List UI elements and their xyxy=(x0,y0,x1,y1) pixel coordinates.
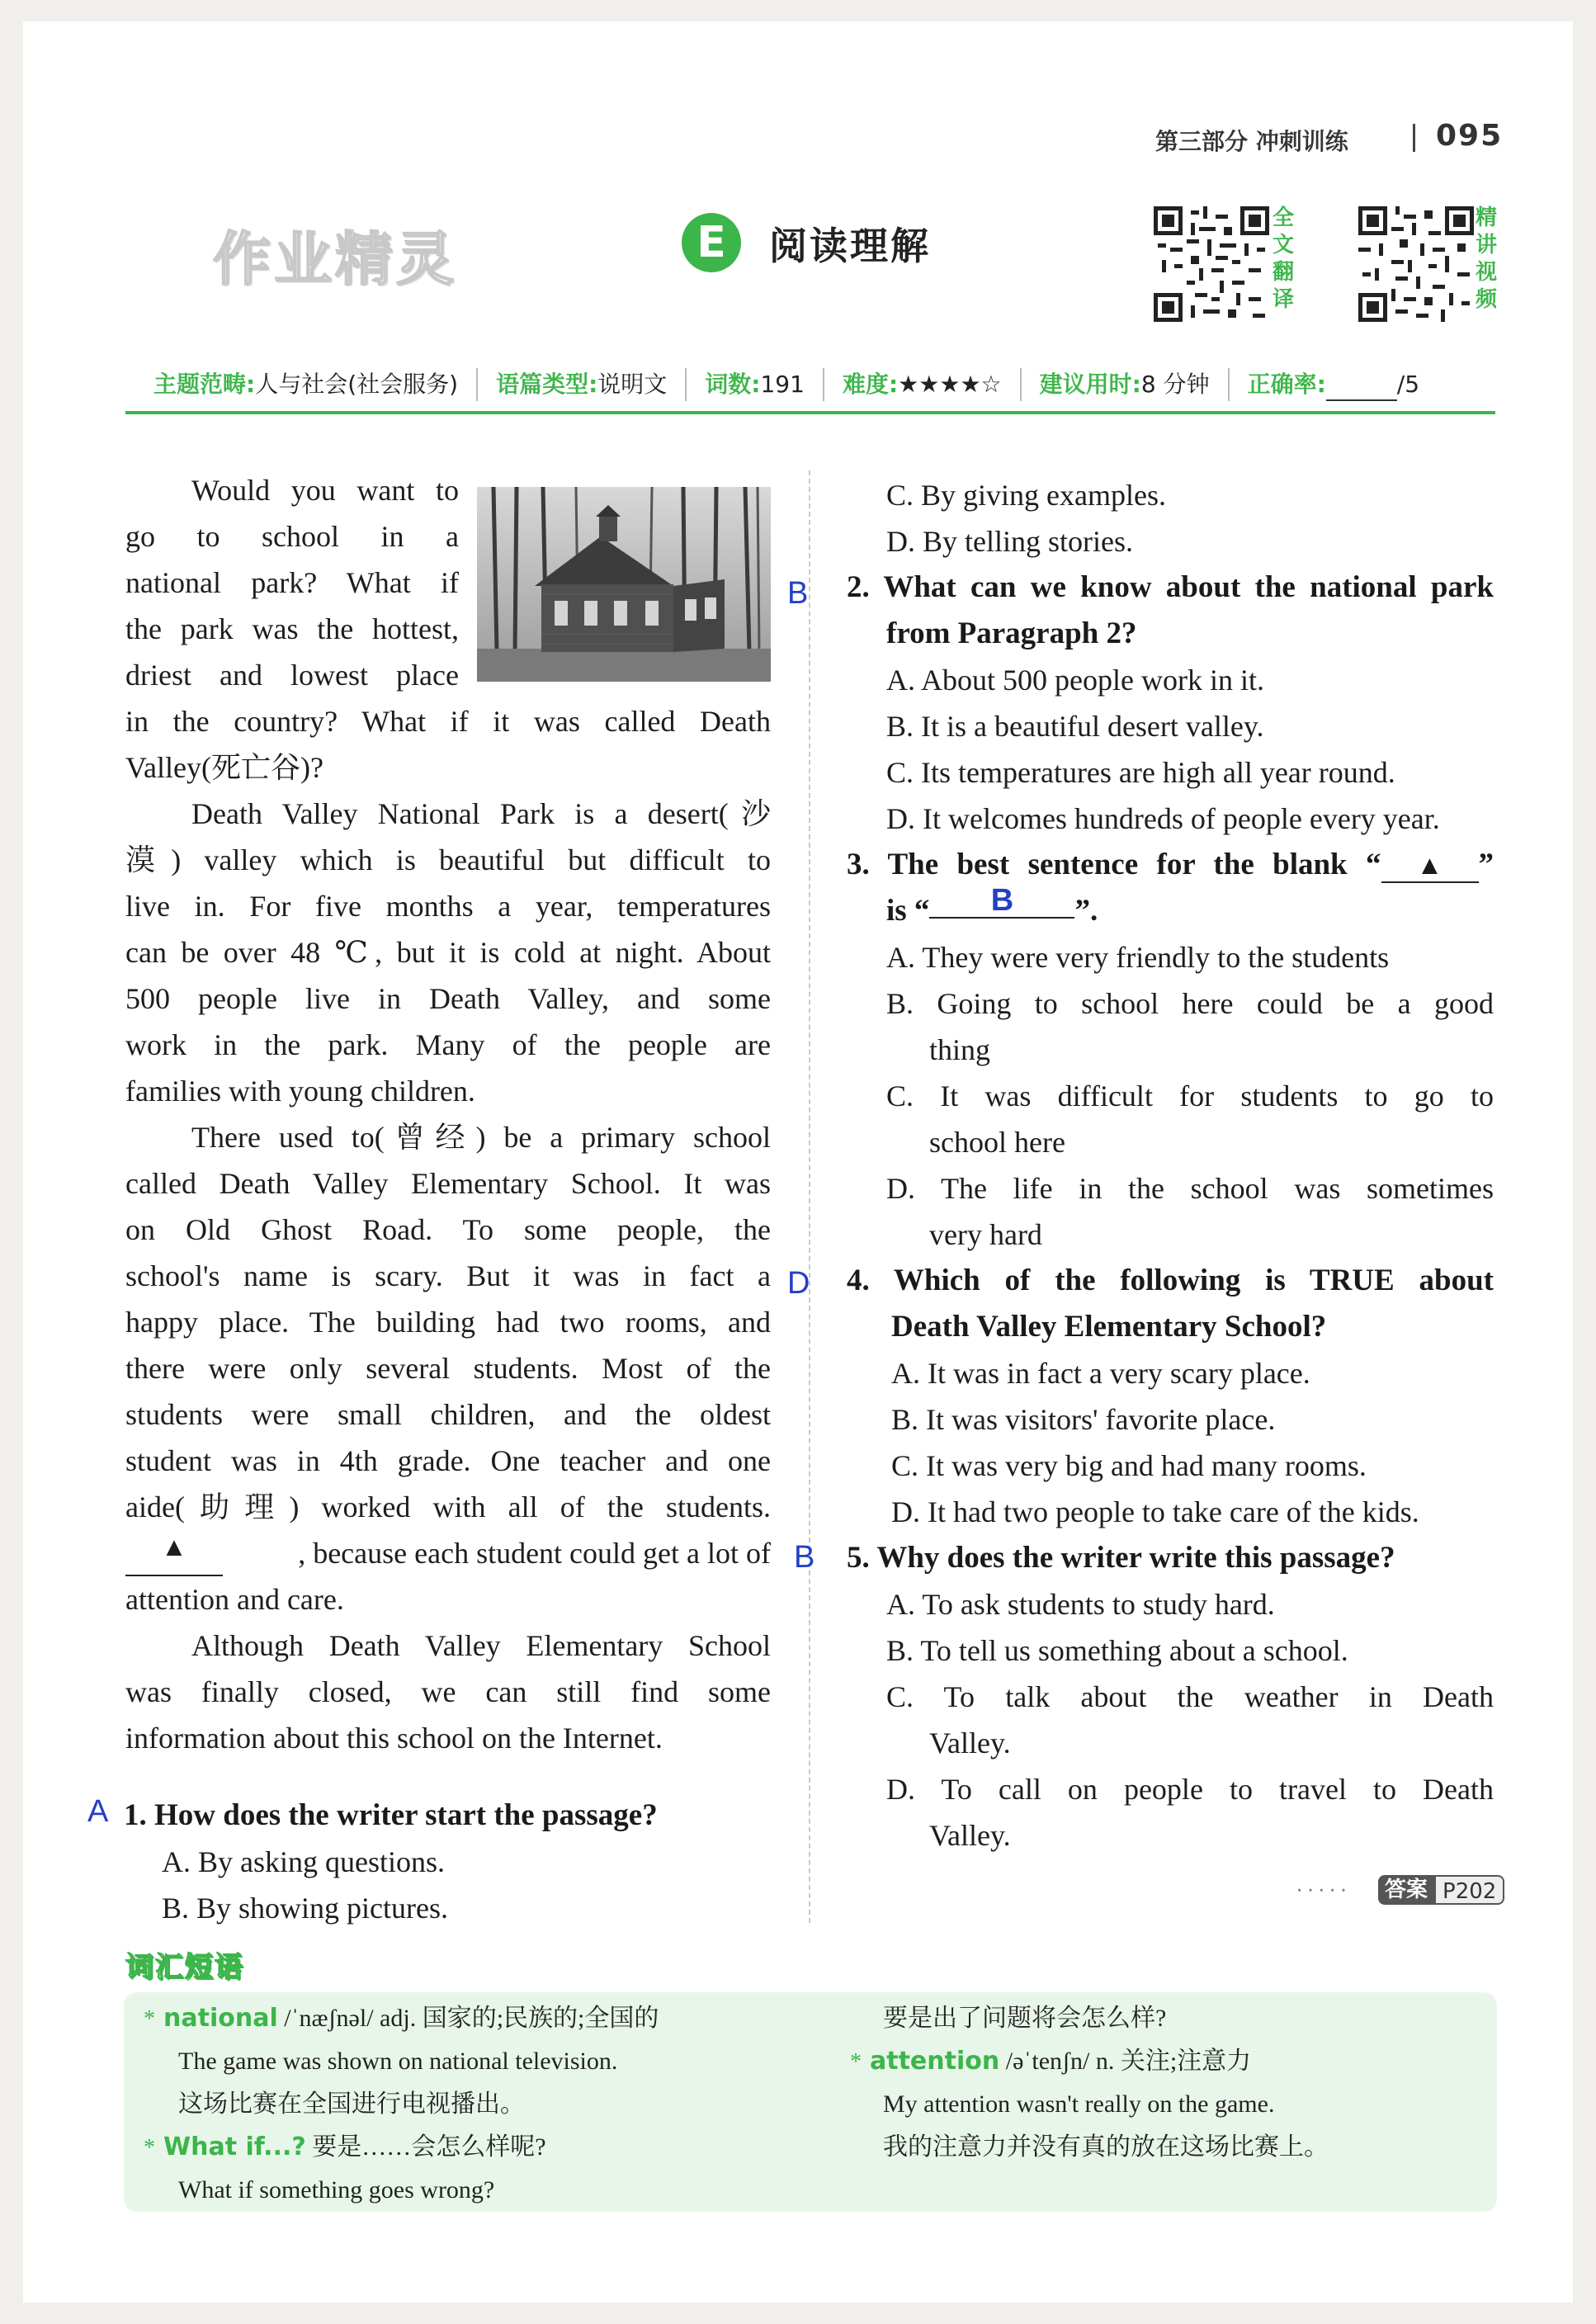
schoolhouse-photo xyxy=(477,487,771,682)
question-3-option-c-cont: school here xyxy=(929,1126,1065,1159)
passage-line: information about this school on the Internet. xyxy=(125,1722,663,1755)
vocab-entry-attention xyxy=(850,2040,1251,2084)
question-5-option-d[interactable]: D. To call on people to travel to Death xyxy=(886,1773,1494,1806)
question-3-answer-line xyxy=(886,883,1098,934)
info-words-value: 191 xyxy=(760,371,805,398)
passage-line: aide(助理) worked with all of the students. xyxy=(125,1490,771,1523)
header-divider xyxy=(1413,124,1415,152)
section-heading: 第三部分 冲刺训练 xyxy=(1155,128,1348,155)
question-2-option-d[interactable]: D. It welcomes hundreds of people every year. xyxy=(886,802,1440,835)
passage-line: there were only several students. Most of the xyxy=(125,1352,771,1385)
info-theme-value: 人与社会(社会服务) xyxy=(255,371,459,398)
passage-line: live in. For five months a year, temperatures xyxy=(125,890,771,923)
info-genre-value: 说明文 xyxy=(597,371,668,398)
info-words-label: 词数: xyxy=(705,371,761,398)
section-badge: E xyxy=(682,213,741,272)
question-4-option-b[interactable]: B. It was visitors' favorite place. xyxy=(891,1403,1276,1436)
question-3-option-d[interactable]: D. The life in the school was sometimes xyxy=(886,1172,1494,1205)
vocab-example-cn: 我的注意力并没有真的放在这场比赛上。 xyxy=(883,2133,1329,2161)
vocab-example-cn: 要是出了问题将会怎么样? xyxy=(883,2005,1167,2032)
handwritten-answer-q2: B xyxy=(787,576,809,611)
info-words xyxy=(687,368,824,401)
qr-code-video-icon[interactable] xyxy=(1358,206,1474,322)
qr-video-label: 精讲视频 xyxy=(1475,205,1497,312)
info-time-value: 8 分钟 xyxy=(1140,371,1210,398)
passage-line: families with young children. xyxy=(125,1075,475,1108)
passage-line: student was in 4th grade. One teacher and one xyxy=(125,1444,771,1477)
question-3-stem-quote: ” xyxy=(1478,848,1494,881)
question-3-stem-text: 3. The best sentence for the blank “ xyxy=(847,848,1381,881)
passage-line: , because each student could get a lot of xyxy=(298,1537,771,1570)
question-3-option-d-cont: very hard xyxy=(929,1218,1042,1251)
question-4-option-a[interactable]: A. It was in fact a very scary place. xyxy=(891,1357,1310,1390)
vocab-definition: 要是……会怎么样呢? xyxy=(305,2133,546,2161)
vocab-example-en: What if something goes wrong? xyxy=(178,2176,495,2204)
handwritten-answer-q5: B xyxy=(794,1540,815,1575)
question-3-option-b[interactable]: B. Going to school here could be a good xyxy=(886,987,1494,1020)
passage-line: the park was the hottest, xyxy=(125,612,459,645)
info-theme-label: 主题范畴: xyxy=(153,371,256,398)
question-3-option-a[interactable]: A. They were very friendly to the students xyxy=(886,941,1390,974)
qr-code-translation-icon[interactable] xyxy=(1154,206,1269,322)
question-1-option-c[interactable]: C. By giving examples. xyxy=(886,479,1166,512)
answer-ref-tag[interactable] xyxy=(1378,1875,1504,1905)
info-genre-label: 语篇类型: xyxy=(496,371,598,398)
question-3-blank: ▲ xyxy=(1381,848,1479,883)
question-5-option-c[interactable]: C. To talk about the weather in Death xyxy=(886,1680,1494,1713)
passage-line: called Death Valley Elementary School. It was xyxy=(125,1167,771,1200)
question-4-stem: Death Valley Elementary School? xyxy=(891,1310,1327,1344)
question-1-option-b[interactable]: B. By showing pictures. xyxy=(162,1892,448,1925)
passage-line: 500 people live in Death Valley, and some xyxy=(125,982,771,1015)
question-2-option-b[interactable]: B. It is a beautiful desert valley. xyxy=(886,710,1264,743)
handwritten-answer-q4: D xyxy=(787,1266,810,1301)
answer-ref-label: 答案 xyxy=(1378,1875,1434,1905)
vocab-example-cn: 这场比赛在全国进行电视播出。 xyxy=(178,2090,525,2118)
info-bar xyxy=(125,358,1495,414)
question-1-stem: 1. How does the writer start the passage? xyxy=(124,1798,658,1832)
passage-line: national park? What if xyxy=(125,566,459,599)
info-difficulty xyxy=(824,368,1022,401)
passage-line: was finally closed, we can still find some xyxy=(125,1675,771,1708)
question-1-option-a[interactable]: A. By asking questions. xyxy=(162,1845,446,1878)
qr-translation-label: 全文翻译 xyxy=(1272,205,1294,312)
info-theme xyxy=(125,368,478,401)
passage-line: on Old Ghost Road. To some people, the xyxy=(125,1213,771,1246)
vocab-definition: /ˈnæʃnəl/ adj. 国家的;民族的;全国的 xyxy=(277,2005,659,2032)
question-3-option-c[interactable]: C. It was difficult for students to go to xyxy=(886,1079,1494,1112)
question-2-stem: 2. What can we know about the national park xyxy=(847,570,1494,604)
question-3-stem-end: ”. xyxy=(1074,894,1098,928)
question-2-stem: from Paragraph 2? xyxy=(886,616,1137,650)
question-4-stem: 4. Which of the following is TRUE about xyxy=(847,1264,1494,1297)
vocab-word: What if...? xyxy=(163,2133,306,2161)
question-1-option-d[interactable]: D. By telling stories. xyxy=(886,525,1133,558)
info-accuracy-total: /5 xyxy=(1396,371,1420,398)
passage-line: 漠) valley which is beautiful but difficult to xyxy=(125,843,771,876)
question-5-option-a[interactable]: A. To ask students to study hard. xyxy=(886,1588,1275,1621)
passage-line: go to school in a xyxy=(125,520,459,553)
info-time xyxy=(1022,368,1230,401)
vocab-example-en: The game was shown on national television. xyxy=(178,2048,618,2075)
info-accuracy xyxy=(1230,368,1438,401)
question-2-option-c[interactable]: C. Its temperatures are high all year round. xyxy=(886,756,1395,789)
section-title: 阅读理解 xyxy=(769,224,931,268)
question-3-stem xyxy=(847,842,1494,888)
passage-line: Death Valley National Park is a desert(沙 xyxy=(191,797,771,830)
passage-line: work in the park. Many of the people are xyxy=(125,1028,771,1061)
question-5-stem: 5. Why does the writer write this passage? xyxy=(847,1541,1395,1575)
star-icon: * xyxy=(144,2135,155,2161)
question-3-option-b-cont: thing xyxy=(929,1033,991,1066)
vocab-example-en: My attention wasn't really on the game. xyxy=(883,2090,1275,2118)
info-time-label: 建议用时: xyxy=(1039,371,1141,398)
question-3-stem-is: is “ xyxy=(886,894,930,928)
question-4-option-d[interactable]: D. It had two people to take care of the kids. xyxy=(891,1495,1419,1528)
passage-line: attention and care. xyxy=(125,1583,344,1616)
passage-line: driest and lowest place xyxy=(125,659,459,692)
vocab-title: 词汇短语 xyxy=(125,1951,244,1984)
info-difficulty-label: 难度: xyxy=(842,371,899,398)
star-icon: * xyxy=(144,2006,155,2032)
answer-ref-dots: ····· xyxy=(1296,1878,1351,1904)
passage-line: Valley(死亡谷)? xyxy=(125,751,323,784)
watermark: 作业精灵 xyxy=(213,225,457,293)
vocab-entry-national xyxy=(144,1997,659,2041)
question-2-option-a[interactable]: A. About 500 people work in it. xyxy=(886,664,1264,697)
info-genre xyxy=(478,368,687,401)
vocab-definition: /əˈtenʃn/ n. 关注;注意力 xyxy=(999,2048,1252,2075)
question-4-option-c[interactable]: C. It was very big and had many rooms. xyxy=(891,1449,1367,1482)
answer-ref-page: P202 xyxy=(1434,1875,1504,1905)
page-number: 095 xyxy=(1436,119,1504,153)
info-accuracy-label: 正确率: xyxy=(1247,371,1326,398)
question-5-option-c-cont: Valley. xyxy=(929,1726,1011,1760)
vocab-entry-what-if xyxy=(144,2126,546,2170)
passage-line: can be over 48 ℃, but it is cold at night. About xyxy=(125,936,771,969)
passage-blank-line xyxy=(125,1530,771,1576)
vocab-word: attention xyxy=(870,2047,1000,2076)
question-5-option-d-cont: Valley. xyxy=(929,1819,1011,1852)
passage-line: Although Death Valley Elementary School xyxy=(191,1629,771,1662)
passage-line: Would you want to xyxy=(191,474,459,507)
handwritten-answer-q1: A xyxy=(87,1794,109,1829)
info-difficulty-stars: ★★★★☆ xyxy=(898,371,1002,398)
star-icon: * xyxy=(850,2049,862,2075)
passage-line: students were small children, and the oldest xyxy=(125,1398,771,1431)
vocab-word: national xyxy=(163,2004,278,2033)
passage-line: school's name is scary. But it was in fact a xyxy=(125,1259,771,1292)
accuracy-blank[interactable] xyxy=(1326,376,1397,401)
passage-line: happy place. The building had two rooms, and xyxy=(125,1306,771,1339)
passage-line: in the country? What if it was called Death xyxy=(125,705,771,738)
question-5-option-b[interactable]: B. To tell us something about a school. xyxy=(886,1634,1348,1667)
passage-line: There used to(曾经) be a primary school xyxy=(191,1121,771,1154)
column-divider xyxy=(809,470,810,1923)
passage-blank[interactable]: ▲ xyxy=(125,1530,223,1576)
question-3-answer-blank[interactable]: B xyxy=(929,884,1074,919)
